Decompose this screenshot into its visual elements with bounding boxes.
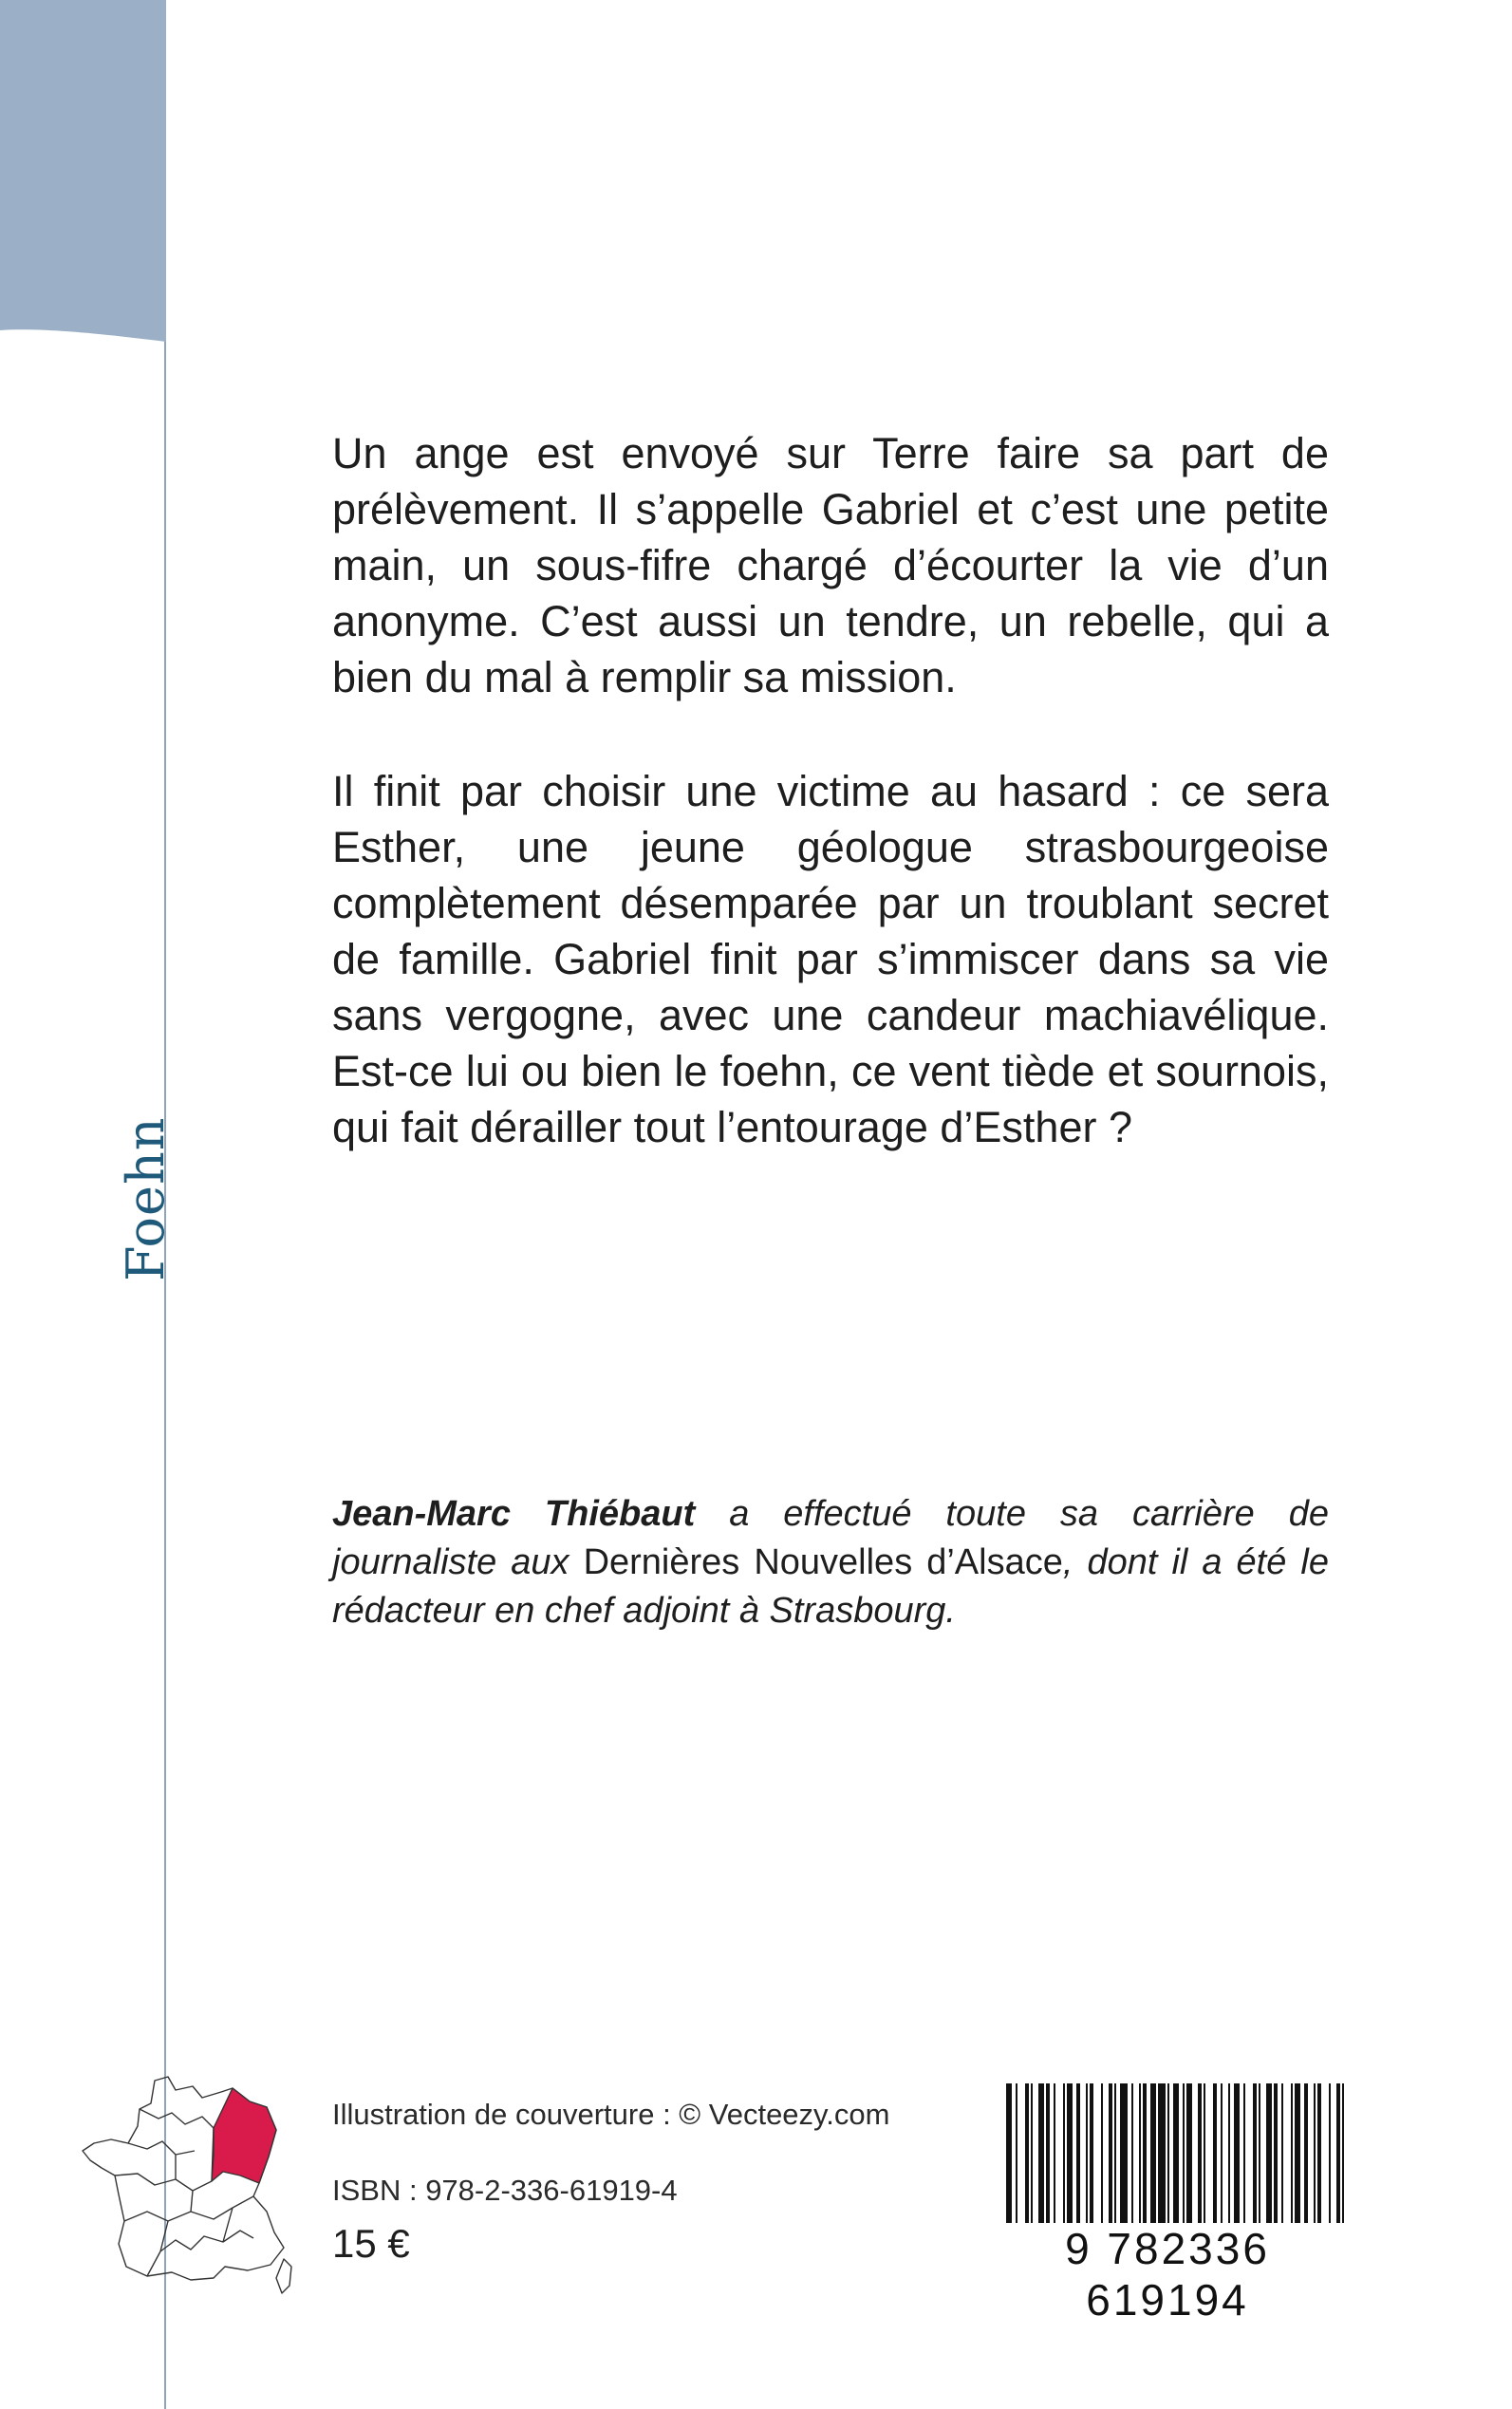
author-bio-text-2: , dont il a été le rédacteur en chef adjoint à Strasbourg.	[332, 1542, 1329, 1631]
author-bio-text-1: a effectué toute sa carrière de journaliste aux	[332, 1494, 1329, 1582]
blurb-paragraph-1: Un ange est envoyé sur Terre faire sa part de prélèvement. Il s’appelle Gabriel et c’est une petite main, un sous-fifre chargé d’écourter la vie d’un anonyme. C’est aussi un tendre, un rebelle, qui a bien du mal à remplir sa mission.	[332, 429, 1329, 701]
isbn: ISBN : 978-2-336-61919-4	[332, 2174, 678, 2207]
back-cover-blurb	[332, 425, 1329, 1213]
spine-color-tab	[0, 0, 166, 342]
newspaper-name: Dernières Nouvelles d’Alsace	[583, 1542, 1063, 1582]
price: 15 €	[332, 2221, 410, 2266]
france-regions-map-icon	[81, 2069, 299, 2297]
spine-title: Foehn	[116, 1116, 176, 1281]
blurb-paragraph-2: Il finit par choisir une victime au hasard : ce sera Esther, une jeune géologue strasbourgeoise complètement désemparée par un troublant secret de famille. Gabriel finit par s’immiscer dans sa vie sans vergogne, avec une candeur machiavélique. Est-ce lui ou bien le foehn, ce vent tiède et sournois, qui fait dérailler tout l’entourage d’Esther ?	[332, 767, 1329, 1151]
author-name: Jean-Marc Thiébaut	[332, 1494, 696, 1534]
author-bio	[332, 1490, 1329, 1635]
spine-band	[0, 0, 176, 2409]
illustration-credit: Illustration de couverture : © Vecteezy.com	[332, 2098, 890, 2131]
barcode-digits: 9 782336 619194	[978, 2223, 1357, 2325]
